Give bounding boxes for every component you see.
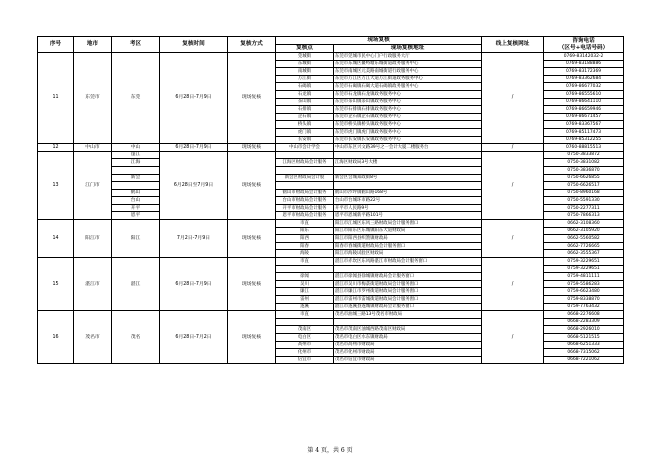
cell-point: 化州市 (276, 349, 334, 357)
cell-point: 吴川 (276, 280, 334, 288)
cell-address: 东莞市长安镇长安镇政务服务中心 (334, 136, 482, 144)
cell-no: 13 (38, 151, 74, 219)
cell-review-time: 6月28日-7月9日 (160, 53, 228, 144)
cell-no: 16 (38, 311, 74, 364)
cell-online: / (482, 220, 544, 258)
table-row (38, 311, 624, 319)
cell-point: 高州市 (276, 341, 334, 349)
cell-phone: 0750-6626517 (544, 182, 624, 190)
cell-exam-area: 阳江 (112, 220, 160, 258)
cell-address: 东莞市企石镇企石镇政务服务中心 (334, 113, 482, 121)
header-phone-label: 咨询电话 (572, 37, 595, 44)
cell-address: 东莞市万江区万江大道万江街道政务服务中心 (334, 75, 482, 83)
cell-phone: 0769-83142032-2 (544, 53, 624, 61)
header-row (38, 37, 624, 45)
cell-point (276, 166, 334, 174)
header-city: 地市 (74, 37, 112, 53)
cell-review-method: 现场复核 (228, 258, 276, 311)
cell-phone: 0750-3833872 (544, 151, 624, 159)
cell-address: 茂名市信宜市财政局 (334, 356, 482, 364)
cell-address: 湛江市遂溪县遂城镇财政局会计服务窗口 (334, 303, 482, 311)
cell-address: 阳江市江城区东风三路财政局会计服务窗口 (334, 220, 482, 228)
header-phone (544, 37, 624, 53)
cell-phone: 0769-86671457 (544, 113, 624, 121)
cell-point: 廉江 (276, 288, 334, 296)
header-review-time: 复核时间 (160, 37, 228, 53)
cell-point: 江海区财政局会计服务 (276, 159, 334, 167)
cell-phone: 0668-2283309 (544, 318, 624, 326)
cell-address: 茂名市化州市财政局 (334, 349, 482, 357)
cell-exam-area (112, 166, 160, 174)
cell-phone: 0668-5121515 (544, 333, 624, 341)
cell-address (334, 182, 482, 190)
cell-phone: 0662-3105920 (544, 227, 624, 235)
cell-point: 市直 (276, 258, 334, 266)
cell-address: 台山市台城环市路22号 (334, 197, 482, 205)
cell-point: 茶山镇 (276, 98, 334, 106)
table-row (38, 220, 624, 228)
cell-point: 莞城街 (276, 53, 334, 61)
cell-address: 东莞市石排镇石排镇政务服务中心 (334, 106, 482, 114)
cell-address (334, 265, 482, 273)
cell-review-method: 现场复核 (228, 144, 276, 152)
cell-address: 东莞市石龙镇石龙镇政务服务中心 (334, 90, 482, 98)
cell-address: 阳江市阳东区东城镇阳东大道财政局 (334, 227, 482, 235)
cell-phone: 0759-8338870 (544, 296, 624, 304)
table-row (38, 258, 624, 266)
cell-point: 恩平市财政局会计服务 (276, 212, 334, 220)
cell-phone: 0769-85117473 (544, 128, 624, 136)
cell-address: 阳江市阳西县织箦镇财政局 (334, 235, 482, 243)
cell-online: / (482, 151, 544, 219)
header-point: 复核点 (276, 45, 334, 53)
cell-address: 阳春市春城街道财政局会计服务窗口 (334, 242, 482, 250)
cell-point: 企石镇 (276, 113, 334, 121)
cell-address: 新会区会城知政街8号 (334, 174, 482, 182)
cell-address: 湛江市徐闻县徐城镇财政局会计服务窗口 (334, 273, 482, 281)
cell-point: 海陵 (276, 250, 334, 258)
cell-address: 茂名市高州市财政局 (334, 341, 482, 349)
cell-address: 东莞市南城区元美路南城街道行政服务中心 (334, 68, 482, 76)
header-phone-sub: （区号+电话号码） (558, 44, 609, 51)
cell-exam-area: 中山 (112, 144, 160, 152)
cell-exam-area: 蓬江 (112, 151, 160, 159)
cell-phone: 0759-3229651 (544, 258, 624, 266)
cell-no: 11 (38, 53, 74, 144)
cell-city: 中山市 (74, 144, 112, 152)
cell-point: 中山市会计学会 (276, 144, 334, 152)
cell-point: 阳东 (276, 227, 334, 235)
header-address: 现场复核地址 (334, 45, 482, 53)
cell-phone: 0750-8960168 (544, 189, 624, 197)
cell-no: 15 (38, 258, 74, 311)
header-online: 线上复核网址 (482, 37, 544, 53)
cell-address: 东莞市茶山镇茶山镇政务服务中心 (334, 98, 482, 106)
cell-point (276, 265, 334, 273)
cell-phone: 0759-7763432 (544, 303, 624, 311)
cell-address: 东莞市桥头镇桥头镇政务服务中心 (334, 121, 482, 129)
cell-city: 东莞市 (74, 53, 112, 144)
cell-point: 万江街 (276, 75, 334, 83)
cell-address: 东莞市虎门镇虎门镇政务服务中心 (334, 128, 482, 136)
cell-review-method: 现场复核 (228, 53, 276, 144)
cell-point (276, 151, 334, 159)
review-table (37, 36, 624, 364)
cell-phone: 0769-86677032 (544, 83, 624, 91)
cell-point: 徐闻 (276, 273, 334, 281)
cell-review-time: 6月28日-7月9日 (160, 258, 228, 311)
cell-point: 信宜市 (276, 356, 334, 364)
cell-review-time: 6月28日至7月9日 (160, 151, 228, 219)
cell-phone: 0759-3229651 (544, 265, 624, 273)
cell-exam-area: 新会 (112, 174, 160, 182)
cell-no: 12 (38, 144, 74, 152)
cell-point: 茂南区 (276, 326, 334, 334)
cell-review-method: 现场复核 (228, 311, 276, 364)
cell-point: 遂溪 (276, 303, 334, 311)
cell-point: 开平市财政局会计服务 (276, 204, 334, 212)
cell-phone: 0668-2926010 (544, 326, 624, 334)
cell-online: / (482, 53, 544, 144)
cell-city: 阳江市 (74, 220, 112, 258)
cell-phone: 0668-7221062 (544, 356, 624, 364)
cell-point: 电白区 (276, 333, 334, 341)
header-exam-area: 考区 (112, 37, 160, 53)
cell-phone: 0750-3836870 (544, 166, 624, 174)
table-row (38, 151, 624, 159)
table-row (38, 53, 624, 61)
cell-address (334, 151, 482, 159)
cell-no: 14 (38, 220, 74, 258)
cell-point: 石排镇 (276, 106, 334, 114)
cell-exam-area: 鹤山 (112, 189, 160, 197)
cell-point: 石碣镇 (276, 83, 334, 91)
cell-point: 长安镇 (276, 136, 334, 144)
cell-phone: 0769-83172369 (544, 68, 624, 76)
cell-point: 南城街 (276, 68, 334, 76)
cell-address: 开平市人民路9号 (334, 204, 482, 212)
cell-phone: 0769-86555610 (544, 90, 624, 98)
cell-phone: 0662-5560582 (544, 235, 624, 243)
cell-phone: 0750-7866313 (544, 212, 624, 220)
cell-point: 市直 (276, 220, 334, 228)
cell-point: 东城街 (276, 60, 334, 68)
cell-city: 湛江市 (74, 258, 112, 311)
cell-point: 鹤山市财政局会计服务 (276, 189, 334, 197)
cell-exam-area: 恩平 (112, 212, 160, 220)
cell-online: / (482, 144, 544, 152)
cell-point: 台山市财政局会计服务 (276, 197, 334, 205)
cell-phone: 0668-7315062 (544, 349, 624, 357)
cell-address: 东莞市莞城市民中心门户行政服务大厅 (334, 53, 482, 61)
cell-address: 茂名市茂南区油城西路茂南区财政局 (334, 326, 482, 334)
cell-phone: 0662-3555367 (544, 250, 624, 258)
cell-phone: 0769-83362684 (544, 75, 624, 83)
cell-address: 鹤山市沙坪镇鹤山路168号 (334, 189, 482, 197)
cell-phone: 0759-6623480 (544, 288, 624, 296)
cell-phone: 0750-2277311 (544, 204, 624, 212)
cell-phone: 0759-5586283 (544, 280, 624, 288)
cell-address: 湛江市廉江市罗州街道财政局会计服务窗口 (334, 288, 482, 296)
cell-phone: 0769-83367567 (544, 121, 624, 129)
cell-phone: 0662-7726665 (544, 242, 624, 250)
cell-phone: 0769-86641110 (544, 98, 624, 106)
header-review-method: 复核方式 (228, 37, 276, 53)
cell-phone: 0662-3108360 (544, 220, 624, 228)
cell-point (276, 182, 334, 190)
cell-phone: 0750-6626855 (544, 174, 624, 182)
cell-phone: 0769-86659946 (544, 106, 624, 114)
cell-phone: 0769-85312255 (544, 136, 624, 144)
cell-exam-area: 茂名 (112, 311, 160, 364)
cell-phone: 0760-88815513 (544, 144, 624, 152)
cell-review-time: 6月28日-7月9日 (160, 144, 228, 152)
cell-point: 雷州 (276, 296, 334, 304)
cell-point: 石龙镇 (276, 90, 334, 98)
cell-exam-area (112, 182, 160, 190)
cell-exam-area: 东莞 (112, 53, 160, 144)
cell-city: 茂名市 (74, 311, 112, 364)
cell-point: 虎门镇 (276, 128, 334, 136)
cell-exam-area: 湛江 (112, 258, 160, 311)
cell-address: 东莞市石碣镇石碣大道石碣镇政务服务中心 (334, 83, 482, 91)
cell-point: 新会区财政局会计股 (276, 174, 334, 182)
table-row (38, 144, 624, 152)
page-footer: 第 4 页，共 6 页 (307, 447, 353, 454)
cell-address: 湛江市雷州市雷城街道财政局会计服务窗口 (334, 296, 482, 304)
cell-online: / (482, 311, 544, 364)
cell-address: 恩平市恩城新平路101号 (334, 212, 482, 220)
cell-exam-area: 台山 (112, 197, 160, 205)
cell-phone: 0750-3831082 (544, 159, 624, 167)
cell-review-method: 现场复核 (228, 151, 276, 219)
cell-address: 湛江市赤坎区东风路湛江市财政局会计服务窗口 (334, 258, 482, 266)
cell-review-time: 6月28日-7月2日 (160, 311, 228, 364)
cell-online: / (482, 258, 544, 311)
cell-city: 江门市 (74, 151, 112, 219)
cell-phone: 0668-2276608 (544, 311, 624, 319)
cell-address: 阳江市海陵试验区财政局 (334, 250, 482, 258)
cell-review-time: 7月2日-7月9日 (160, 220, 228, 258)
cell-exam-area: 江海 (112, 159, 160, 167)
cell-address: 江海区财政局3号大楼 (334, 159, 482, 167)
cell-address: 湛江市吴川市梅菉街道财政局会计服务窗口 (334, 280, 482, 288)
cell-exam-area: 开平 (112, 204, 160, 212)
cell-address: 东莞市东城区鳌峙塘东城街道政务服务中心 (334, 60, 482, 68)
cell-point: 市直 (276, 311, 334, 319)
header-onsite: 现场复核 (276, 37, 482, 45)
cell-address: 茂名市油城三路13号茂名市财政局 (334, 311, 482, 319)
cell-phone: 0668-6251333 (544, 341, 624, 349)
cell-phone: 0769-83188886 (544, 60, 624, 68)
header-no: 序号 (38, 37, 74, 53)
cell-phone: 0750-5591330 (544, 197, 624, 205)
cell-point (276, 318, 334, 326)
cell-review-method: 现场复核 (228, 220, 276, 258)
cell-point: 阳春 (276, 242, 334, 250)
cell-address (334, 166, 482, 174)
cell-address: 中山市东区兴文路39号之一会计大厦二楼服务台 (334, 144, 482, 152)
cell-address: 茂名市电白区水东镇财政局 (334, 333, 482, 341)
cell-point: 阳西 (276, 235, 334, 243)
cell-address (334, 318, 482, 326)
cell-point: 桥头镇 (276, 121, 334, 129)
cell-phone: 0759-4811111 (544, 273, 624, 281)
